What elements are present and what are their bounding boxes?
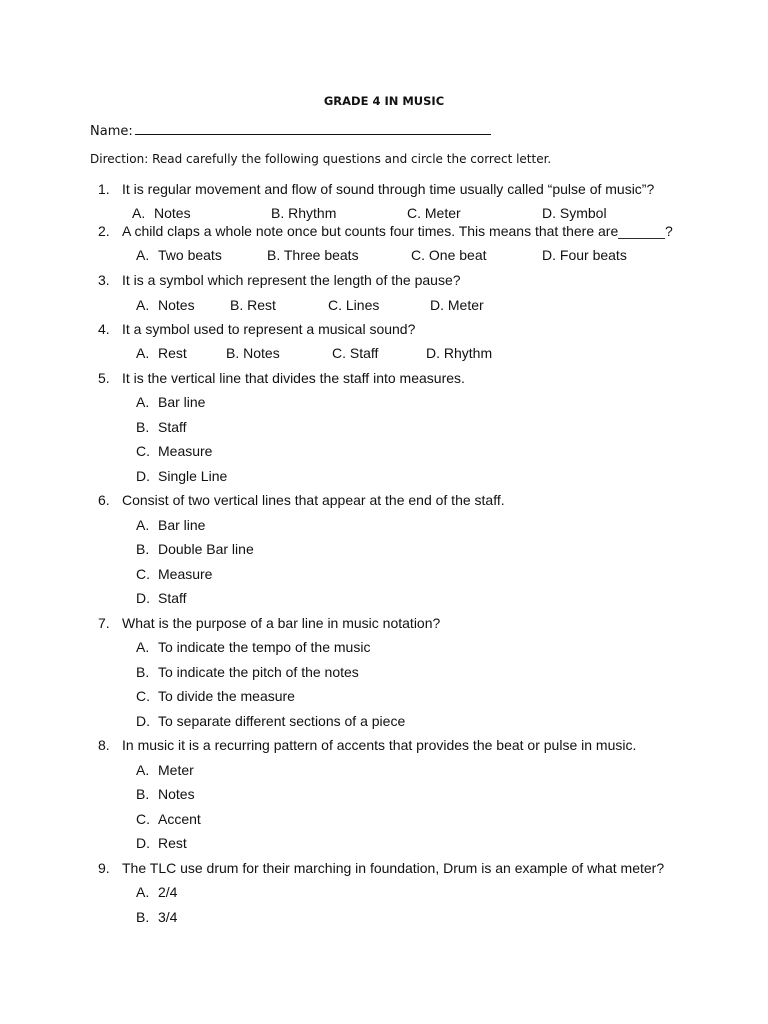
questions-1-options-2-text: C. One beat [411,247,487,263]
questions-3-num: 4. [98,321,110,337]
questions-0-options-2-text: C. Meter [407,205,461,221]
questions-0-num: 1. [98,181,110,197]
option-3c[interactable] [328,297,379,313]
questions-3-options-0-text: Rest [158,345,187,361]
questions-5-options-3-text: Staff [158,590,187,606]
question-6 [98,492,505,508]
questions-0-text: It is regular movement and flow of sound through time usually called “pulse of music”? [122,181,655,197]
option-8d[interactable] [136,835,187,851]
option-2d[interactable] [542,247,627,263]
questions-0-options-0-label: A. [132,205,146,221]
option-9a[interactable] [136,884,177,900]
option-5b[interactable] [136,419,187,435]
question-1 [98,181,654,197]
questions-2-options-2-text: C. Lines [328,297,380,313]
questions-8-options-0-text: 2/4 [158,884,178,900]
questions-6-text: What is the purpose of a bar line in music notation? [122,615,441,631]
questions-1-num: 2. [98,223,110,239]
option-5d[interactable] [136,468,227,484]
questions-7-text: In music it is a recurring pattern of accents that provides the beat or pulse in music. [122,737,637,753]
question-2 [98,223,673,239]
questions-7-options-1-text: Notes [158,786,195,802]
questions-0-options-0-text: Notes [154,205,191,221]
questions-3-options-3-text: D. Rhythm [426,345,493,361]
option-1c[interactable] [407,205,461,221]
option-4d[interactable] [426,345,492,361]
questions-4-num: 5. [98,370,110,386]
option-7d[interactable] [136,713,405,729]
questions-6-options-2-text: To divide the measure [158,688,295,704]
option-8b[interactable] [136,786,195,802]
questions-4-options-2-label: C. [136,443,150,459]
option-1d[interactable] [542,205,607,221]
questions-8-options-1-label: B. [136,909,150,925]
questions-7-options-2-label: C. [136,811,150,827]
questions-4-options-3-text: Single Line [158,468,228,484]
name-field [90,122,491,139]
questions-5-options-2-text: Measure [158,566,213,582]
option-4c[interactable] [332,345,378,361]
questions-6-options-3-text: To separate different sections of a piece [158,713,406,729]
question-3 [98,272,461,288]
question-8 [98,737,636,753]
questions-8-num: 9. [98,860,110,876]
questions-2-options-0-label: A. [136,297,150,313]
option-6d[interactable] [136,590,187,606]
option-1a[interactable] [132,205,191,221]
questions-4-options-1-label: B. [136,419,150,435]
question-4 [98,321,415,337]
option-5c[interactable] [136,443,212,459]
questions-4-text: It is the vertical line that divides the staff into measures. [122,370,465,386]
questions-7-options-0-text: Meter [158,762,194,778]
questions-6-options-1-label: B. [136,664,150,680]
questions-8-text: The TLC use drum for their marching in foundation, Drum is an example of what meter? [122,860,665,876]
questions-4-options-3-label: D. [136,468,150,484]
questions-4-options-0-label: A. [136,394,150,410]
questions-1-text: A child claps a whole note once but counts four times. This means that there are______? [122,223,673,239]
option-9b[interactable] [136,909,177,925]
questions-5-options-0-label: A. [136,517,150,533]
questions-7-options-2-text: Accent [158,811,201,827]
option-4b[interactable] [226,345,280,361]
questions-6-options-0-text: To indicate the tempo of the music [158,639,371,655]
questions-6-options-1-text: To indicate the pitch of the notes [158,664,359,680]
questions-2-options-3-text: D. Meter [430,297,484,313]
questions-5-text: Consist of two vertical lines that appear at the end of the staff. [122,492,505,508]
option-4a[interactable] [136,345,187,361]
questions-6-options-0-label: A. [136,639,150,655]
questions-1-options-0-label: A. [136,247,150,263]
questions-5-options-2-label: C. [136,566,150,582]
questions-0-options-3-text: D. Symbol [542,205,607,221]
option-6a[interactable] [136,517,205,533]
option-6c[interactable] [136,566,212,582]
questions-6-options-2-label: C. [136,688,150,704]
questions-6-num: 7. [98,615,110,631]
questions-7-options-1-label: B. [136,786,150,802]
questions-3-text: It a symbol used to represent a musical sound? [122,321,416,337]
questions-4-options-2-text: Measure [158,443,213,459]
questions-3-options-2-text: C. Staff [332,345,379,361]
questions-3-options-1-text: B. Notes [226,345,280,361]
questions-5-options-0-text: Bar line [158,517,206,533]
questions-7-options-0-label: A. [136,762,150,778]
questions-7-num: 8. [98,737,110,753]
option-3a[interactable] [136,297,195,313]
questions-4-options-1-text: Staff [158,419,187,435]
questions-5-num: 6. [98,492,110,508]
name-blank-line[interactable] [135,122,491,135]
questions-7-options-3-text: Rest [158,835,187,851]
question-9 [98,860,664,876]
option-8c[interactable] [136,811,201,827]
questions-1-options-1-text: B. Three beats [267,247,359,263]
option-7c[interactable] [136,688,295,704]
option-7a[interactable] [136,639,370,655]
option-6b[interactable] [136,541,254,557]
directions-text: Direction: Read carefully the following questions and circle the correct letter. [90,152,552,166]
option-8a[interactable] [136,762,194,778]
questions-5-options-1-text: Double Bar line [158,541,254,557]
questions-1-options-0-text: Two beats [158,247,222,263]
page-title: GRADE 4 IN MUSIC [323,94,445,108]
questions-2-num: 3. [98,272,110,288]
option-3d[interactable] [430,297,484,313]
question-7 [98,615,440,631]
questions-2-options-0-text: Notes [158,297,195,313]
questions-7-options-3-label: D. [136,835,150,851]
questions-8-options-1-text: 3/4 [158,909,178,925]
option-1b[interactable] [271,205,336,221]
question-5 [98,370,465,386]
questions-3-options-0-label: A. [136,345,150,361]
name-label: Name: [90,124,133,139]
questions-8-options-0-label: A. [136,884,150,900]
questions-4-options-0-text: Bar line [158,394,206,410]
questions-5-options-1-label: B. [136,541,150,557]
option-2b[interactable] [267,247,359,263]
option-3b[interactable] [230,297,276,313]
questions-0-options-1-text: B. Rhythm [271,205,337,221]
option-2a[interactable] [136,247,222,263]
questions-6-options-3-label: D. [136,713,150,729]
option-7b[interactable] [136,664,359,680]
questions-2-text: It is a symbol which represent the length of the pause? [122,272,461,288]
questions-1-options-3-text: D. Four beats [542,247,627,263]
questions-2-options-1-text: B. Rest [230,297,276,313]
option-5a[interactable] [136,394,205,410]
questions-5-options-3-label: D. [136,590,150,606]
option-2c[interactable] [411,247,487,263]
